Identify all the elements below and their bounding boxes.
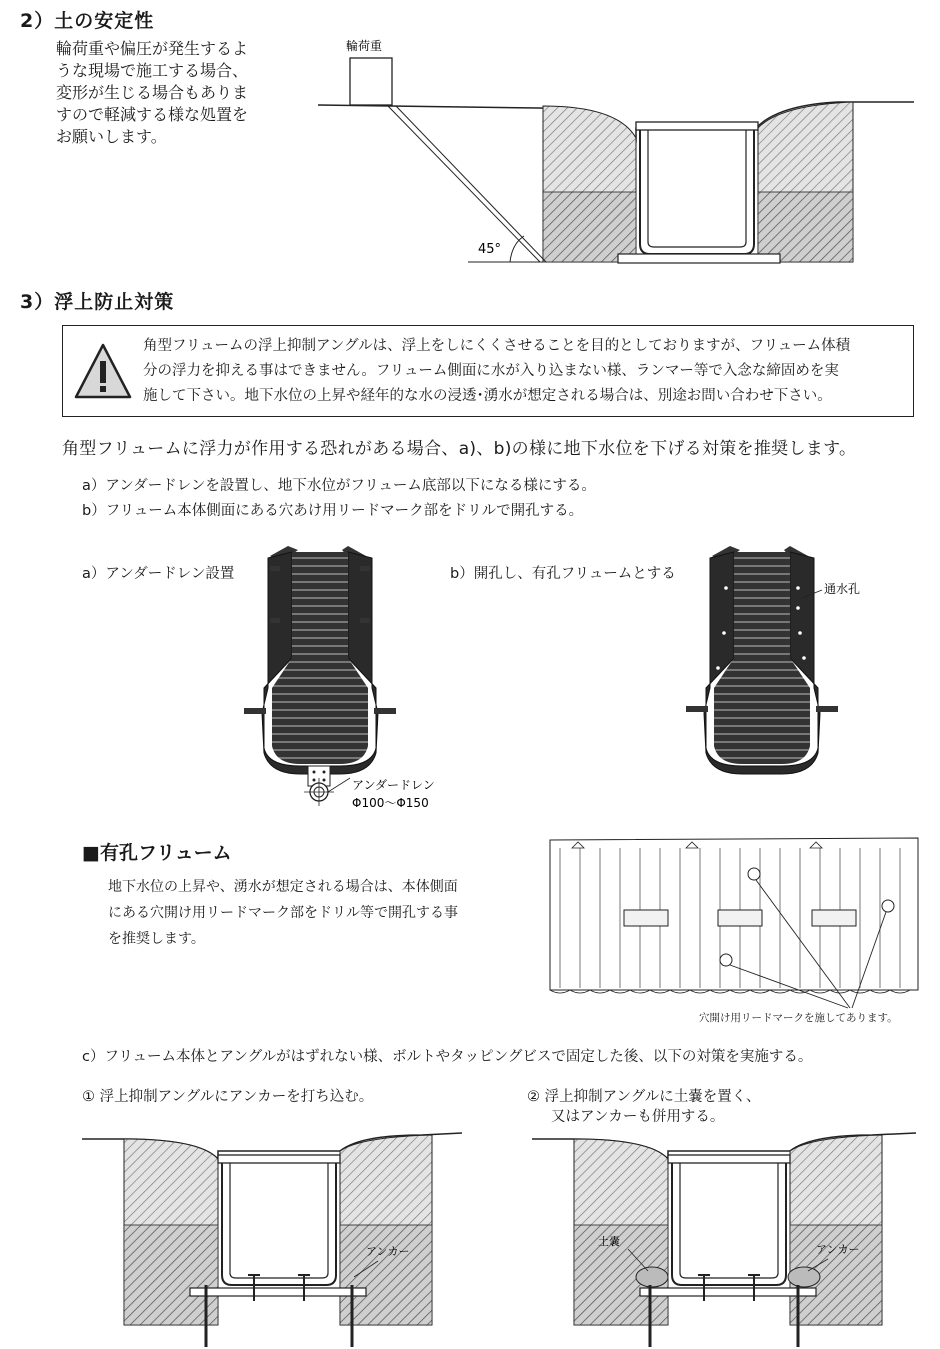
measure2-title-2: 又はアンカーも併用する。	[551, 1109, 725, 1125]
warning-text	[143, 334, 905, 409]
perforated-heading: ■有孔フリューム	[82, 842, 232, 864]
fig-b-title: b）開孔し、有孔フリュームとする	[450, 566, 676, 582]
text-line: お願いします。	[56, 127, 167, 146]
warning-line: 施して下さい。地下水位の上昇や経年的な水の浸透･湧水が想定される場合は、別途お問い合わせ下さい。	[143, 388, 832, 404]
warning-triangle-icon	[73, 342, 133, 400]
section3-heading: 3）浮上防止対策	[20, 291, 175, 313]
anchor-measure-diagram	[82, 1125, 464, 1347]
intro-text: 角型フリュームに浮力が作用する恐れがある場合、a)、b)の様に地下水位を下げる対策を推奨します。	[62, 439, 857, 459]
lead-mark-diagram	[550, 820, 918, 1020]
text-line: うな現場で施工する場合、	[56, 61, 249, 80]
underdrain-label: アンダードレン	[352, 778, 435, 792]
measure1-title: ① 浮上抑制アングルにアンカーを打ち込む。	[82, 1089, 374, 1105]
soil-stability-diagram	[318, 30, 918, 270]
sandbag-label: 土嚢	[598, 1235, 620, 1248]
section2-heading: 2）土の安定性	[20, 10, 155, 32]
anchor-label: アンカー	[816, 1243, 860, 1256]
underdrain-size-label: Φ100〜Φ150	[352, 796, 429, 810]
text-line: にある穴開け用リードマーク部をドリル等で開孔する事	[108, 905, 458, 921]
sandbag-measure-diagram	[532, 1125, 918, 1347]
text-line: すので軽減する様な処置を	[56, 105, 249, 124]
text-line: 変形が生じる場合もありま	[56, 83, 249, 102]
text-line: 地下水位の上昇や、湧水が想定される場合は、本体側面	[108, 879, 458, 895]
perforated-flume-figure	[682, 538, 902, 773]
section2-text	[56, 38, 248, 148]
drain-hole-label: 通水孔	[824, 582, 861, 596]
anchor-label: アンカー	[366, 1245, 410, 1258]
text-line: 輪荷重や偏圧が発生するよ	[56, 39, 249, 58]
lead-mark-caption: 穴開け用リードマークを施してあります。	[699, 1012, 898, 1024]
angle-label: 45°	[478, 242, 502, 257]
warning-box	[62, 325, 914, 417]
perforated-text	[108, 874, 458, 952]
load-label: 輪荷重	[346, 39, 383, 53]
text-line: を推奨します。	[108, 931, 205, 947]
fig-a-title: a）アンダードレン設置	[82, 566, 235, 582]
item-c: c）フリューム本体とアングルがはずれない様、ボルトやタッピングビスで固定した後、以下の対策を実施する。	[82, 1049, 813, 1065]
warning-line: 分の浮力を抑える事はできません。フリューム側面に水が入り込まない様、ランマー等で入念な締固めを実	[143, 363, 839, 379]
item-b: b）フリューム本体側面にある穴あけ用リードマーク部をドリルで開孔する。	[82, 503, 584, 519]
measure2-title-1: ② 浮上抑制アングルに土嚢を置く、	[527, 1089, 761, 1105]
item-a: a）アンダードレンを設置し、地下水位がフリューム底部以下になる様にする。	[82, 478, 596, 494]
warning-line: 角型フリュームの浮上抑制アングルは、浮上をしにくくさせることを目的としておりますが、フリューム体積	[143, 338, 851, 354]
